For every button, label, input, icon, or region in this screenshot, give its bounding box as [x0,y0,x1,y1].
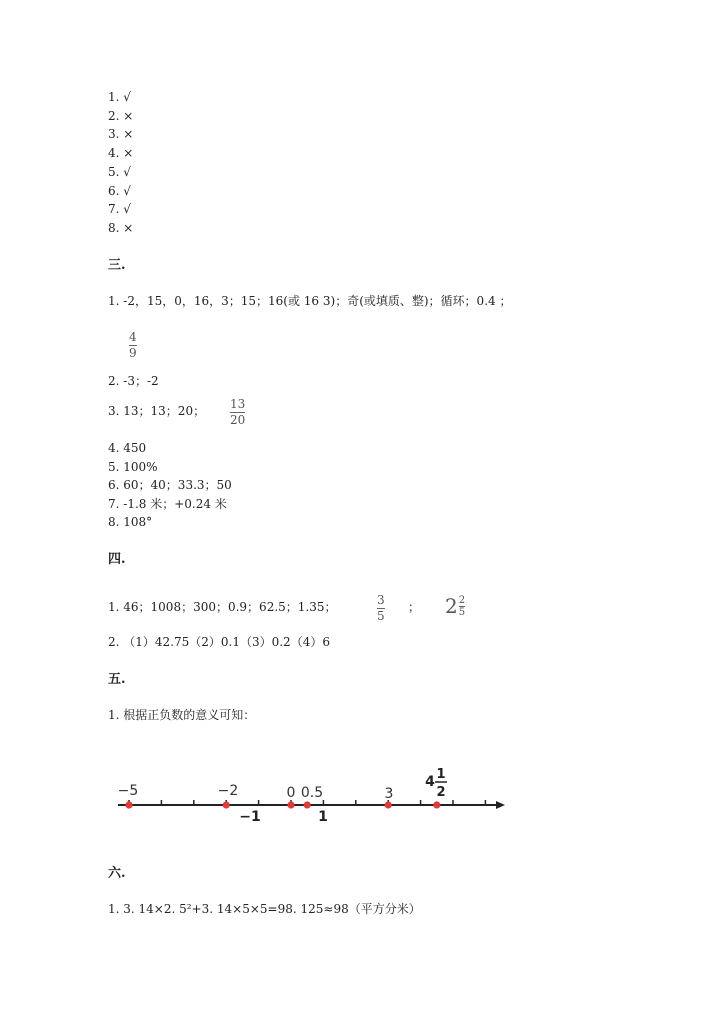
label-mixed-denominator: 2 [436,785,446,800]
fraction-denominator: 5 [458,606,466,618]
label-mixed-numerator: 1 [436,767,446,782]
answer-item-2: 2. × [108,109,134,123]
s5-q1: 1. 根据正负数的意义可知： [108,708,256,722]
label-neg2: −2 [217,783,239,799]
answer-item-1: 1. √ [108,90,131,104]
section-heading-6: 六. [108,866,126,881]
s3-q2: 2. -3；-2 [108,374,159,388]
answer-item-8: 8. × [108,221,134,235]
s3-q8: 8. 108° [108,515,153,529]
label-3: 3 [384,786,394,802]
fraction-numerator: 2 [458,594,466,606]
s4-q1: 1. 46；1008；300；0.9；62.5；1.35； [108,600,337,614]
mixed-whole: 2 [445,594,458,618]
s4-q2: 2. （1）42.75（2）0.1（3）0.2（4）6 [108,635,330,649]
label-0-5: 0.5 [300,785,324,801]
number-line-point [125,801,132,808]
answer-item-7: 7. √ [108,202,131,216]
number-line-point [304,801,311,808]
number-line [118,767,505,825]
s3-q3: 3. 13；13；20； [108,404,206,418]
label-1: 1 [318,809,328,825]
answer-item-6: 6. √ [108,184,131,198]
s3-q6: 6. 60；40；33.3；50 [108,478,232,492]
label-neg5: −5 [117,783,139,799]
section-heading-5: 五. [108,672,126,687]
number-line-arrow-icon [496,801,505,809]
fraction-numerator: 13 [230,397,246,411]
fraction-numerator: 4 [129,330,137,344]
s3-q4: 4. 450 [108,441,147,455]
answer-item-4: 4. × [108,146,134,160]
answer-item-3: 3. × [108,127,134,141]
label-mixed-whole: 4 [425,774,435,790]
fraction-denominator: 9 [129,346,137,360]
s6-q1: 1. 3. 14×2. 5²+3. 14×5×5=98. 125≈98（平方分米） [108,902,421,916]
s3-q5: 5. 100% [108,460,158,474]
fraction-numerator: 3 [377,593,385,607]
number-line-point [433,801,440,808]
section-heading-3: 三. [108,258,126,273]
label-0: 0 [286,785,296,801]
number-line-point [287,801,294,808]
fraction-denominator: 5 [377,609,385,623]
label-neg1: −1 [239,809,261,825]
s3-q7: 7. -1.8 米；+0.24 米 [108,497,227,511]
section-heading-4: 四. [108,552,126,567]
number-line-point [223,801,230,808]
s3-q1: 1. -2，15，0，16，3；15；16(或 16 3)；奇(或填质、整)；循环；0.4 ； [108,294,512,308]
number-line-point [385,801,392,808]
fraction-denominator: 20 [230,413,246,427]
s4-q1-separator: ； [408,600,421,614]
answer-item-5: 5. √ [108,165,131,179]
